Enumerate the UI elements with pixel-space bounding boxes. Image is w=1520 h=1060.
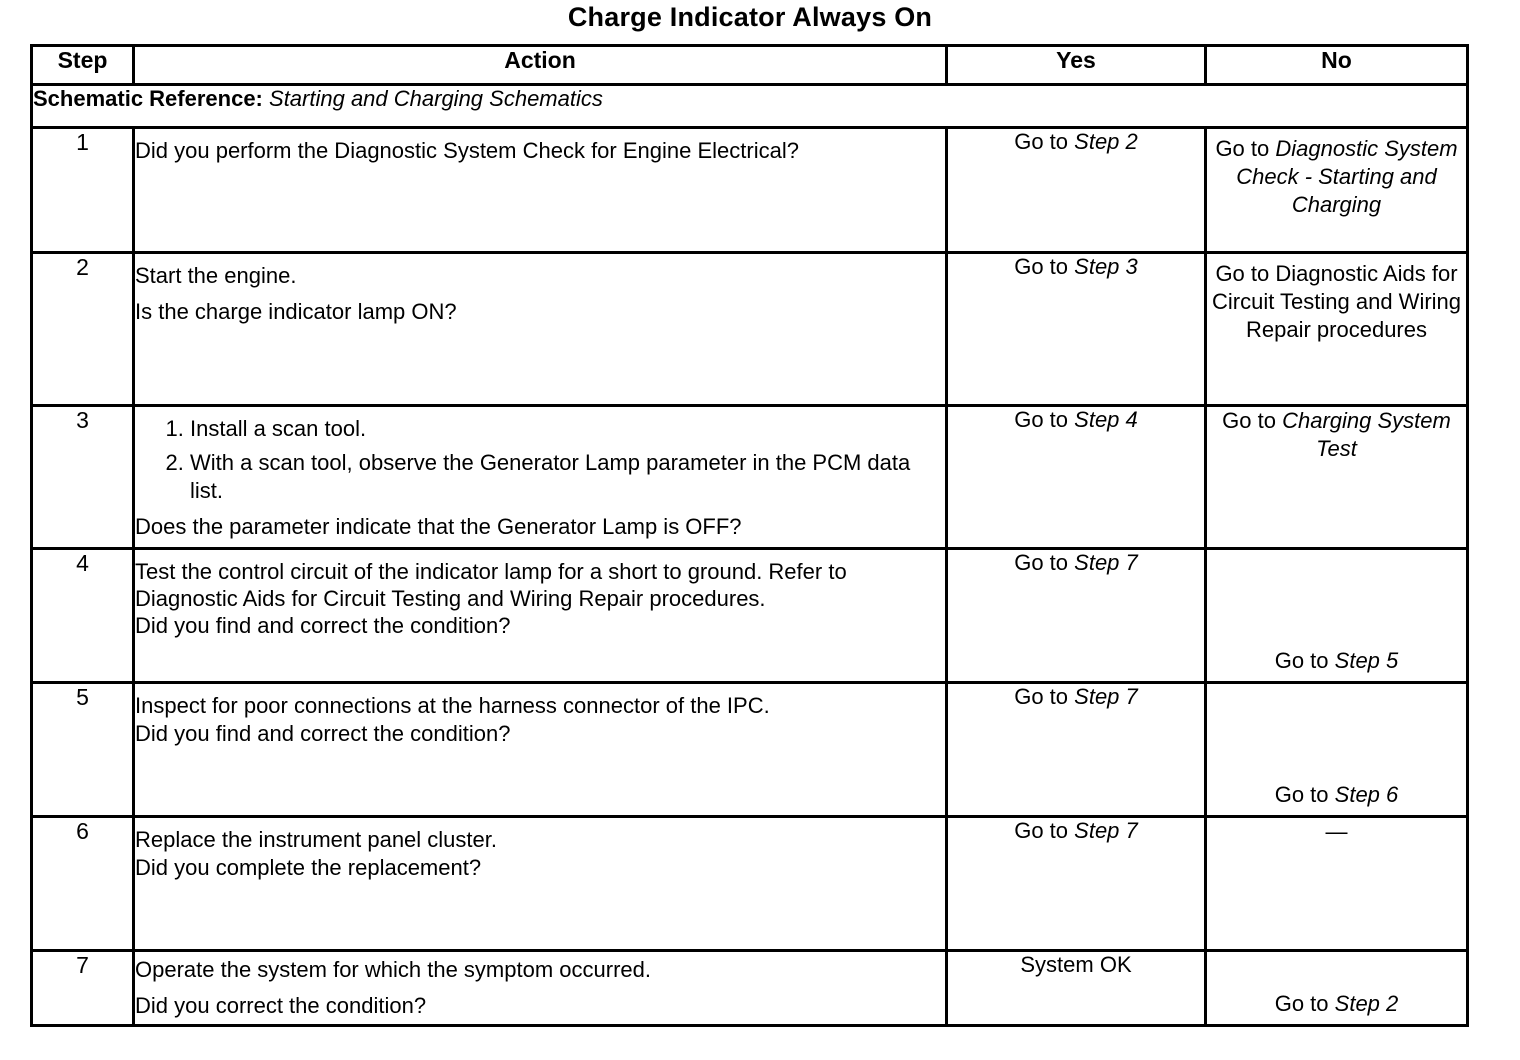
yes-prefix: Go to [1014,407,1069,432]
action-cell [134,683,947,817]
step-number: 7 [32,951,134,1026]
yes-prefix: Go to [1014,684,1069,709]
table-row [32,253,1468,406]
action-question: Did you correct the condition? [135,993,427,1018]
yes-cell [947,683,1206,817]
no-step-ref: Diagnostic System Check - Starting and Charging [1236,136,1458,217]
schematic-label: Schematic Reference: [33,86,263,111]
yes-cell [947,406,1206,549]
action-question: Did you complete the replacement? [135,855,482,880]
diagnostic-table [30,44,1469,1027]
action-cell [134,253,947,406]
table-row [32,406,1468,549]
action-text: Did you perform the Diagnostic System Check for Engine Electrical? [135,138,799,163]
no-step-ref: Step 5 [1334,648,1399,673]
table-row [32,951,1468,1026]
action-text: Test the control circuit of the indicator lamp for a short to ground. Refer to Diagnostic Aids for Circuit Testing and Wiring Repair procedures. [135,559,847,611]
yes-cell [947,951,1206,1026]
no-dash: — [1325,819,1348,844]
header-step: Step [32,46,134,85]
step-number: 3 [32,406,134,549]
no-text: Go to Diagnostic Aids for Circuit Testing and Wiring Repair procedures [1211,261,1462,342]
no-prefix: Go to [1274,782,1329,807]
action-cell [134,951,947,1026]
no-prefix: Go to [1215,136,1270,161]
no-prefix: Go to [1274,648,1329,673]
yes-cell [947,128,1206,253]
no-prefix: Go to [1274,991,1329,1016]
action-cell [134,549,947,683]
no-cell [1206,549,1468,683]
action-question: Did you find and correct the condition? [135,613,511,638]
schematic-row [32,85,1468,128]
no-cell [1206,817,1468,951]
header-action: Action [134,46,947,85]
no-cell [1206,683,1468,817]
no-cell [1206,253,1468,406]
header-no: No [1206,46,1468,85]
yes-cell [947,253,1206,406]
header-yes: Yes [947,46,1206,85]
list-item: 1. Install a scan tool. [190,415,945,443]
action-cell [134,817,947,951]
yes-step-ref: Step 7 [1074,684,1138,709]
header-row [32,46,1468,85]
yes-prefix: Go to [1014,550,1069,575]
step-number: 2 [32,253,134,406]
schematic-link: Starting and Charging Schematics [269,86,603,111]
action-question: Does the parameter indicate that the Generator Lamp is OFF? [135,514,742,539]
action-text: Replace the instrument panel cluster. [135,827,497,852]
table-row [32,817,1468,951]
step-number: 1 [32,128,134,253]
yes-step-ref: Step 3 [1074,254,1138,279]
yes-cell [947,817,1206,951]
yes-prefix: Go to [1014,129,1069,154]
action-question: Did you find and correct the condition? [135,721,511,746]
schematic-reference [32,85,1468,128]
yes-step-ref: Step 7 [1074,550,1138,575]
action-text: Inspect for poor connections at the harness connector of the IPC. [135,693,770,718]
table-row [32,128,1468,253]
table-row [32,549,1468,683]
no-step-ref: Step 2 [1334,991,1399,1016]
no-cell [1206,951,1468,1026]
action-list [135,415,945,507]
table-row [32,683,1468,817]
action-cell [134,406,947,549]
step-number: 5 [32,683,134,817]
no-cell [1206,128,1468,253]
yes-prefix: Go to [1014,254,1069,279]
yes-step-ref: Step 4 [1074,407,1138,432]
yes-text: System OK [1020,952,1132,977]
page-title: Charge Indicator Always On [567,2,933,32]
step-number: 6 [32,817,134,951]
action-text: Operate the system for which the symptom occurred. [135,957,651,982]
list-item: 2. With a scan tool, observe the Generator Lamp parameter in the PCM data list. [190,449,945,505]
yes-step-ref: Step 7 [1074,818,1138,843]
yes-cell [947,549,1206,683]
no-cell [1206,406,1468,549]
yes-prefix: Go to [1014,818,1069,843]
action-text: Start the engine. [135,263,297,288]
step-number: 4 [32,549,134,683]
action-question: Is the charge indicator lamp ON? [135,299,457,324]
action-cell [134,128,947,253]
no-step-ref: Charging System Test [1282,408,1451,461]
no-step-ref: Step 6 [1334,782,1399,807]
yes-step-ref: Step 2 [1074,129,1138,154]
no-prefix: Go to [1222,408,1276,433]
